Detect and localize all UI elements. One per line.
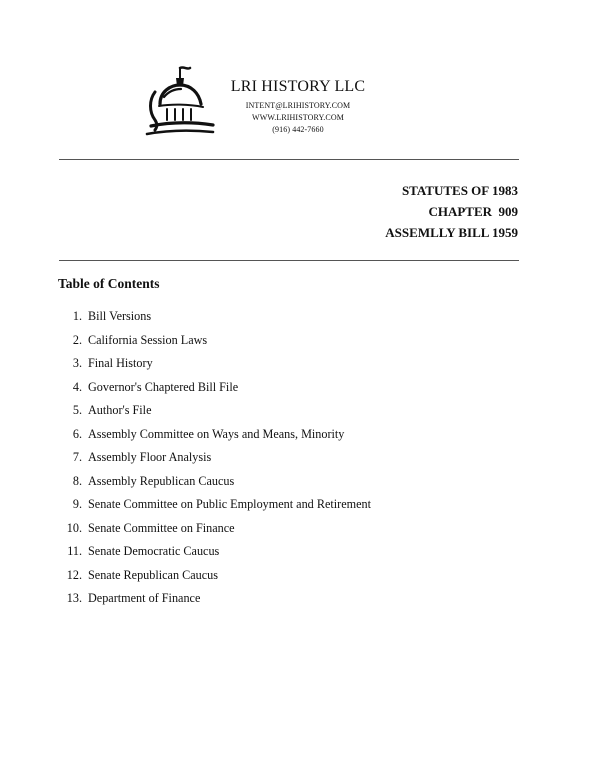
toc-item-label: California Session Laws <box>88 332 208 347</box>
toc-item <box>60 564 371 588</box>
toc-item-number: 8. <box>72 473 82 488</box>
toc-item <box>60 329 371 353</box>
toc-item-label: Assembly Committee on Ways and Means, Minority <box>88 426 345 441</box>
toc-item-number: 12. <box>66 567 82 582</box>
toc-item-label: Author's File <box>88 403 152 417</box>
toc-item-label: Assembly Republican Caucus <box>88 473 235 488</box>
toc-item <box>60 352 371 376</box>
company-block <box>230 78 366 136</box>
statute-year: STATUTES OF 1983 <box>401 183 518 198</box>
toc-item-label: Final History <box>88 356 153 370</box>
toc-item-number: 13. <box>66 591 82 605</box>
toc-item-number: 4. <box>72 379 82 394</box>
company-phone: (916) 442-7660 <box>272 125 324 134</box>
toc-item-number: 3. <box>72 356 82 370</box>
statute-chapter: CHAPTER 909 <box>428 204 518 219</box>
toc-item-label: Department of Finance <box>88 591 201 605</box>
toc-title: Table of Contents <box>58 276 160 291</box>
toc-item-number: 7. <box>72 450 82 464</box>
toc-item-number: 11. <box>67 544 82 558</box>
toc-item <box>60 493 371 517</box>
toc-item-label: Assembly Floor Analysis <box>88 450 212 464</box>
company-name: LRI HISTORY LLC <box>230 78 366 95</box>
toc-item-number: 9. <box>72 497 82 511</box>
toc-item-label: Senate Republican Caucus <box>88 567 218 582</box>
toc-item-label: Bill Versions <box>88 309 152 323</box>
company-website: WWW.LRIHISTORY.COM <box>252 113 344 122</box>
company-email: INTENT@LRIHISTORY.COM <box>245 101 351 110</box>
toc-item <box>60 423 371 447</box>
toc-item <box>60 446 371 470</box>
toc-item-number: 1. <box>72 309 82 323</box>
top-divider <box>59 159 519 160</box>
toc-item-label: Senate Democratic Caucus <box>88 544 220 558</box>
toc-item-number: 5. <box>72 403 82 417</box>
toc-item-number: 10. <box>66 520 82 535</box>
toc-item-number: 6. <box>72 426 82 441</box>
toc-item-label: Senate Committee on Public Employment and Retirement <box>88 497 371 511</box>
toc-item <box>60 517 371 541</box>
toc-item <box>60 399 371 423</box>
toc-item-number: 2. <box>72 332 82 347</box>
toc-list <box>60 305 371 611</box>
toc-item <box>60 305 371 329</box>
toc-item-label: Governor's Chaptered Bill File <box>88 379 239 394</box>
statute-block <box>385 180 518 243</box>
toc-item <box>60 376 371 400</box>
toc-item-label: Senate Committee on Finance <box>88 520 235 535</box>
toc-item <box>60 540 371 564</box>
bottom-divider <box>59 260 519 261</box>
toc-item <box>60 587 371 611</box>
statute-bill: ASSEMLLY BILL 1959 <box>385 225 518 240</box>
capitol-dome-icon <box>143 64 215 140</box>
toc-item <box>60 470 371 494</box>
